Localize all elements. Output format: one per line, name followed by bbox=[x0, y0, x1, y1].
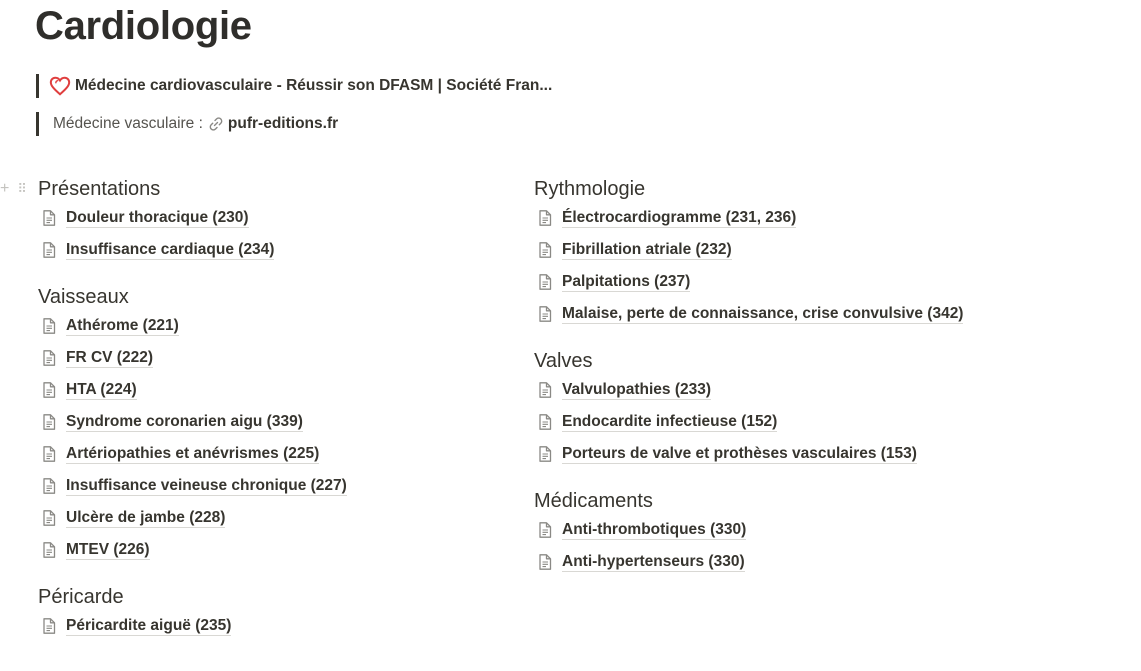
page-link-item[interactable] bbox=[38, 342, 347, 374]
page-link-label[interactable]: Anti-hypertenseurs (330) bbox=[562, 553, 745, 570]
section-heading: Péricarde bbox=[38, 586, 124, 608]
document-icon bbox=[536, 241, 554, 259]
page-link-item[interactable] bbox=[38, 502, 347, 534]
vascular-quote bbox=[36, 112, 338, 136]
page-link-label[interactable]: Fibrillation atriale (232) bbox=[562, 241, 732, 258]
plus-icon[interactable]: + bbox=[0, 180, 10, 197]
page-link-item[interactable] bbox=[534, 546, 963, 578]
page-link-item[interactable] bbox=[38, 438, 347, 470]
section bbox=[38, 284, 347, 566]
right-column bbox=[534, 176, 963, 586]
section bbox=[38, 176, 347, 266]
page-link-label[interactable]: Syndrome coronarien aigu (339) bbox=[66, 413, 303, 430]
page-link-item[interactable] bbox=[38, 234, 347, 266]
document-icon bbox=[536, 305, 554, 323]
document-icon bbox=[40, 381, 58, 399]
page-link-item[interactable] bbox=[38, 406, 347, 438]
section-heading: Rythmologie bbox=[534, 178, 646, 200]
page-link-item[interactable] bbox=[534, 514, 963, 546]
page-link-item[interactable] bbox=[38, 374, 347, 406]
document-icon bbox=[536, 209, 554, 227]
document-icon bbox=[536, 273, 554, 291]
document-icon bbox=[40, 413, 58, 431]
page-link-label[interactable]: Porteurs de valve et prothèses vasculaires (153) bbox=[562, 445, 917, 462]
page-link-label[interactable]: Endocardite infectieuse (152) bbox=[562, 413, 778, 430]
page-link-item[interactable] bbox=[534, 266, 963, 298]
heart-icon bbox=[49, 75, 71, 97]
document-icon bbox=[40, 445, 58, 463]
link-icon bbox=[208, 116, 224, 132]
document-icon bbox=[536, 553, 554, 571]
document-icon bbox=[536, 521, 554, 539]
bookmark-link[interactable]: Médecine cardiovasculaire - Réussir son DFASM | Société Fran... bbox=[75, 77, 553, 94]
page-link-label[interactable]: Valvulopathies (233) bbox=[562, 381, 712, 398]
section bbox=[534, 488, 963, 578]
section-gap bbox=[38, 274, 347, 284]
page-link-label[interactable]: Athérome (221) bbox=[66, 317, 179, 334]
page-link-label[interactable]: Palpitations (237) bbox=[562, 273, 691, 290]
document-icon bbox=[536, 413, 554, 431]
section-heading: Vaisseaux bbox=[38, 286, 129, 308]
section-gap bbox=[38, 574, 347, 584]
page-link-label[interactable]: MTEV (226) bbox=[66, 541, 150, 558]
section-heading: Médicaments bbox=[534, 490, 653, 512]
document-icon bbox=[40, 509, 58, 527]
vascular-prefix: Médecine vasculaire : bbox=[53, 115, 203, 132]
page-link-label[interactable]: Malaise, perte de connaissance, crise convulsive (342) bbox=[562, 305, 964, 322]
section bbox=[38, 584, 347, 642]
page-link-item[interactable] bbox=[38, 310, 347, 342]
page-link-label[interactable]: Douleur thoracique (230) bbox=[66, 209, 249, 226]
document-icon bbox=[40, 209, 58, 227]
page-link-label[interactable]: Insuffisance veineuse chronique (227) bbox=[66, 477, 347, 494]
document-icon bbox=[40, 617, 58, 635]
page-link-item[interactable] bbox=[534, 298, 963, 330]
page-link-label[interactable]: HTA (224) bbox=[66, 381, 137, 398]
section-heading: Valves bbox=[534, 350, 593, 372]
document-icon bbox=[40, 541, 58, 559]
page-link-label[interactable]: Ulcère de jambe (228) bbox=[66, 509, 226, 526]
bookmark-quote bbox=[36, 74, 552, 98]
page-link-item[interactable] bbox=[38, 202, 347, 234]
page-link-label[interactable]: Artériopathies et anévrismes (225) bbox=[66, 445, 320, 462]
document-icon bbox=[536, 445, 554, 463]
document-icon bbox=[536, 381, 554, 399]
section-gap bbox=[534, 478, 963, 488]
page-link-label[interactable]: Anti-thrombotiques (330) bbox=[562, 521, 747, 538]
section-gap bbox=[534, 338, 963, 348]
document-icon bbox=[40, 241, 58, 259]
page-link-label[interactable]: Électrocardiogramme (231, 236) bbox=[562, 209, 797, 226]
page-link-label[interactable]: Péricardite aiguë (235) bbox=[66, 617, 232, 634]
page-link-item[interactable] bbox=[534, 202, 963, 234]
page-link-item[interactable] bbox=[534, 234, 963, 266]
page-link-label[interactable]: FR CV (222) bbox=[66, 349, 153, 366]
document-icon bbox=[40, 477, 58, 495]
block-handle[interactable] bbox=[0, 180, 26, 198]
page-link-item[interactable] bbox=[534, 374, 963, 406]
section bbox=[534, 348, 963, 470]
page-link-label[interactable]: Insuffisance cardiaque (234) bbox=[66, 241, 275, 258]
section-heading: Présentations bbox=[38, 178, 161, 200]
page-title: Cardiologie bbox=[35, 4, 252, 48]
page-link-item[interactable] bbox=[534, 406, 963, 438]
section bbox=[534, 176, 963, 330]
page-link-item[interactable] bbox=[534, 438, 963, 470]
page-link-item[interactable] bbox=[38, 470, 347, 502]
document-icon bbox=[40, 349, 58, 367]
pufr-link[interactable]: pufr-editions.fr bbox=[227, 115, 339, 132]
left-column bbox=[38, 176, 347, 650]
page-link-item[interactable] bbox=[38, 610, 347, 642]
drag-handle-icon[interactable]: ⠿ bbox=[17, 181, 26, 196]
page-link-item[interactable] bbox=[38, 534, 347, 566]
document-icon bbox=[40, 317, 58, 335]
